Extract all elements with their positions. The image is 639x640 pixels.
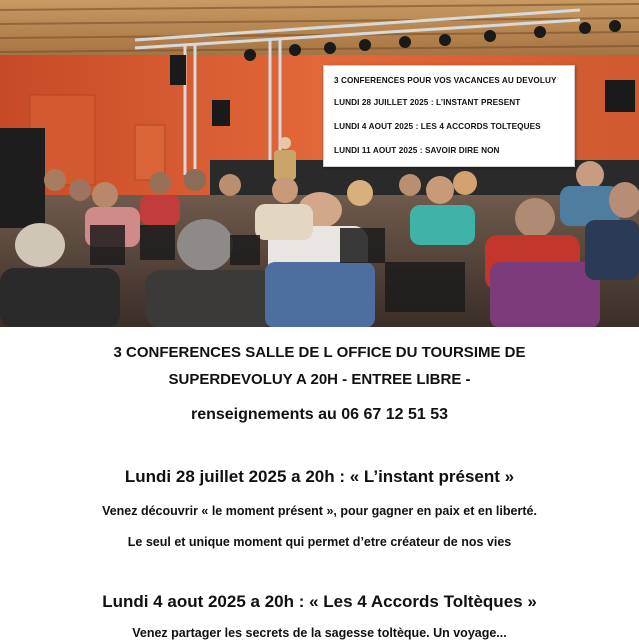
- contact-line: renseignements au 06 67 12 51 53: [190, 406, 449, 423]
- event-2-title: Lundi 4 aout 2025 a 20h : « Les 4 Accords Toltèques »: [102, 592, 537, 611]
- event-1-desc-2: Le seul et unique moment qui permet d’etre créateur de nos vies: [127, 535, 512, 549]
- event-1-title: Lundi 28 juillet 2025 a 20h : « L’instant présent »: [124, 467, 515, 486]
- header-line-1: 3 CONFERENCES SALLE DE L OFFICE DU TOURSIME DE: [113, 344, 526, 361]
- overlay-title: 3 CONFERENCES POUR VOS VACANCES AU DEVOLUY: [334, 76, 557, 85]
- event-2-desc-1: Venez partager les secrets de la sagesse toltèque. Un voyage...: [132, 626, 507, 640]
- overlay-date-1: LUNDI 28 JUILLET 2025 : L’INSTANT PRESENT: [334, 98, 521, 107]
- header-line-2: SUPERDEVOLUY A 20H - ENTREE LIBRE -: [168, 371, 471, 388]
- overlay-date-2: LUNDI 4 AOUT 2025 : LES 4 ACCORDS TOLTEQUES: [334, 122, 541, 131]
- overlay-date-3: LUNDI 11 AOUT 2025 : SAVOIR DIRE NON: [334, 146, 500, 155]
- event-1-desc-1: Venez découvrir « le moment présent », pour gagner en paix et en liberté.: [102, 504, 537, 518]
- event-overlay-card: [323, 65, 575, 167]
